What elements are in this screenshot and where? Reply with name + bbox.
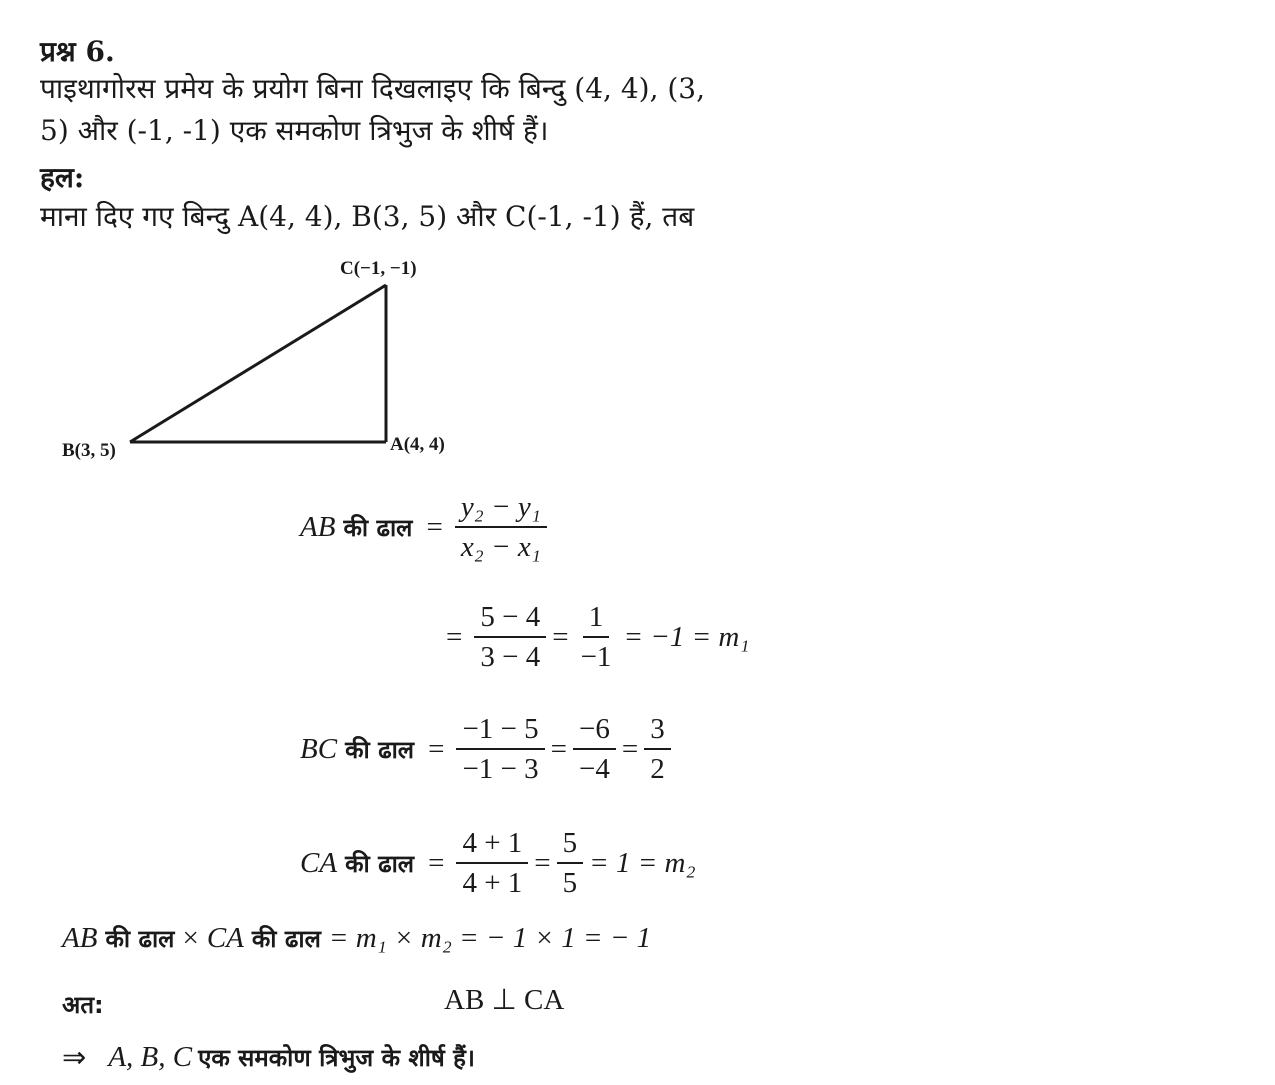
vertex-b-label: B(3, 5) xyxy=(62,440,116,461)
perpendicular-statement: AB ⊥ CA xyxy=(444,984,565,1016)
solution-intro: माना दिए गए बिन्दु A(4, 4), B(3, 5) और C(-1, -1) हैं, तब xyxy=(40,200,695,233)
ab-result: = −1 = m₁ xyxy=(623,620,750,653)
ab-simplified-fraction: $\frac{1}{-1}$ xyxy=(580,601,612,673)
bc-simplified-fraction: $\frac{-6}{-4}$ xyxy=(573,712,616,786)
implies-icon: ⇒ xyxy=(62,1042,87,1074)
ab-calc-fraction: $\frac{5 - 4}{3 - 4}$ xyxy=(474,600,546,674)
therefore-label: अत: xyxy=(62,991,104,1019)
bc-name: BC xyxy=(300,732,338,765)
slope-word: की ढाल xyxy=(345,849,415,878)
side-bc xyxy=(130,285,386,442)
product-result: = m₁ × m₂ = − 1 × 1 = − 1 xyxy=(328,922,652,954)
ab-formula-fraction: $\frac{\text{y₂ − y₁}}{\text{x₂ − x₁}}$ xyxy=(455,490,547,564)
bc-result-fraction: $\frac{3}{2}$ xyxy=(644,712,671,786)
bc-slope: BC की ढाल = $\frac{-1 - 5}{-1 - 3}$ = $\frac{-6}{-4}$ = $\frac{3}{2}$ xyxy=(300,712,677,786)
question-line-2: 5) और (-1, -1) एक समकोण त्रिभुज के शीर्ष हैं। xyxy=(40,114,549,147)
ca-result: = 1 = m₂ xyxy=(589,846,696,879)
question-title: प्रश्न 6. xyxy=(40,35,115,68)
vertex-a-label: A(4, 4) xyxy=(390,434,445,455)
vertex-c-label: C(−1, −1) xyxy=(340,258,417,279)
ab-name: AB xyxy=(300,510,336,543)
question-line-1: पाइथागोरस प्रमेय के प्रयोग बिना दिखलाइए कि बिन्दु (4, 4), (3, xyxy=(40,72,706,105)
ca-slope: CA की ढाल = $\frac{4 + 1}{4 + 1}$ = $\frac{5}{5}$ = 1 = m₂ xyxy=(300,827,696,899)
conclusion-line: ⇒ A, B, C एक समकोण त्रिभुज के शीर्ष हैं। xyxy=(62,1041,475,1074)
slope-product-line: AB की ढाल × CA की ढाल = m₁ × m₂ = − 1 × 1 = − 1 xyxy=(62,922,652,954)
ca-calc-fraction: $\frac{4 + 1}{4 + 1}$ xyxy=(456,826,528,900)
ab-slope-formula: AB की ढाल = $\frac{\text{y₂ − y₁}}{\text{x₂ − x₁}}$ xyxy=(300,490,553,564)
slope-word: की ढाल xyxy=(345,735,415,764)
slope-word: की ढाल xyxy=(343,513,413,542)
ab-slope-calc: = $\frac{5 - 4}{3 - 4}$ = $\frac{1}{-1}$ = −1 = m₁ xyxy=(446,601,750,673)
solution-heading: हल: xyxy=(40,161,85,194)
bc-calc-fraction: $\frac{-1 - 5}{-1 - 3}$ xyxy=(456,712,544,786)
ca-name: CA xyxy=(300,846,338,879)
ca-simplified-fraction: $\frac{5}{5}$ xyxy=(557,826,584,900)
